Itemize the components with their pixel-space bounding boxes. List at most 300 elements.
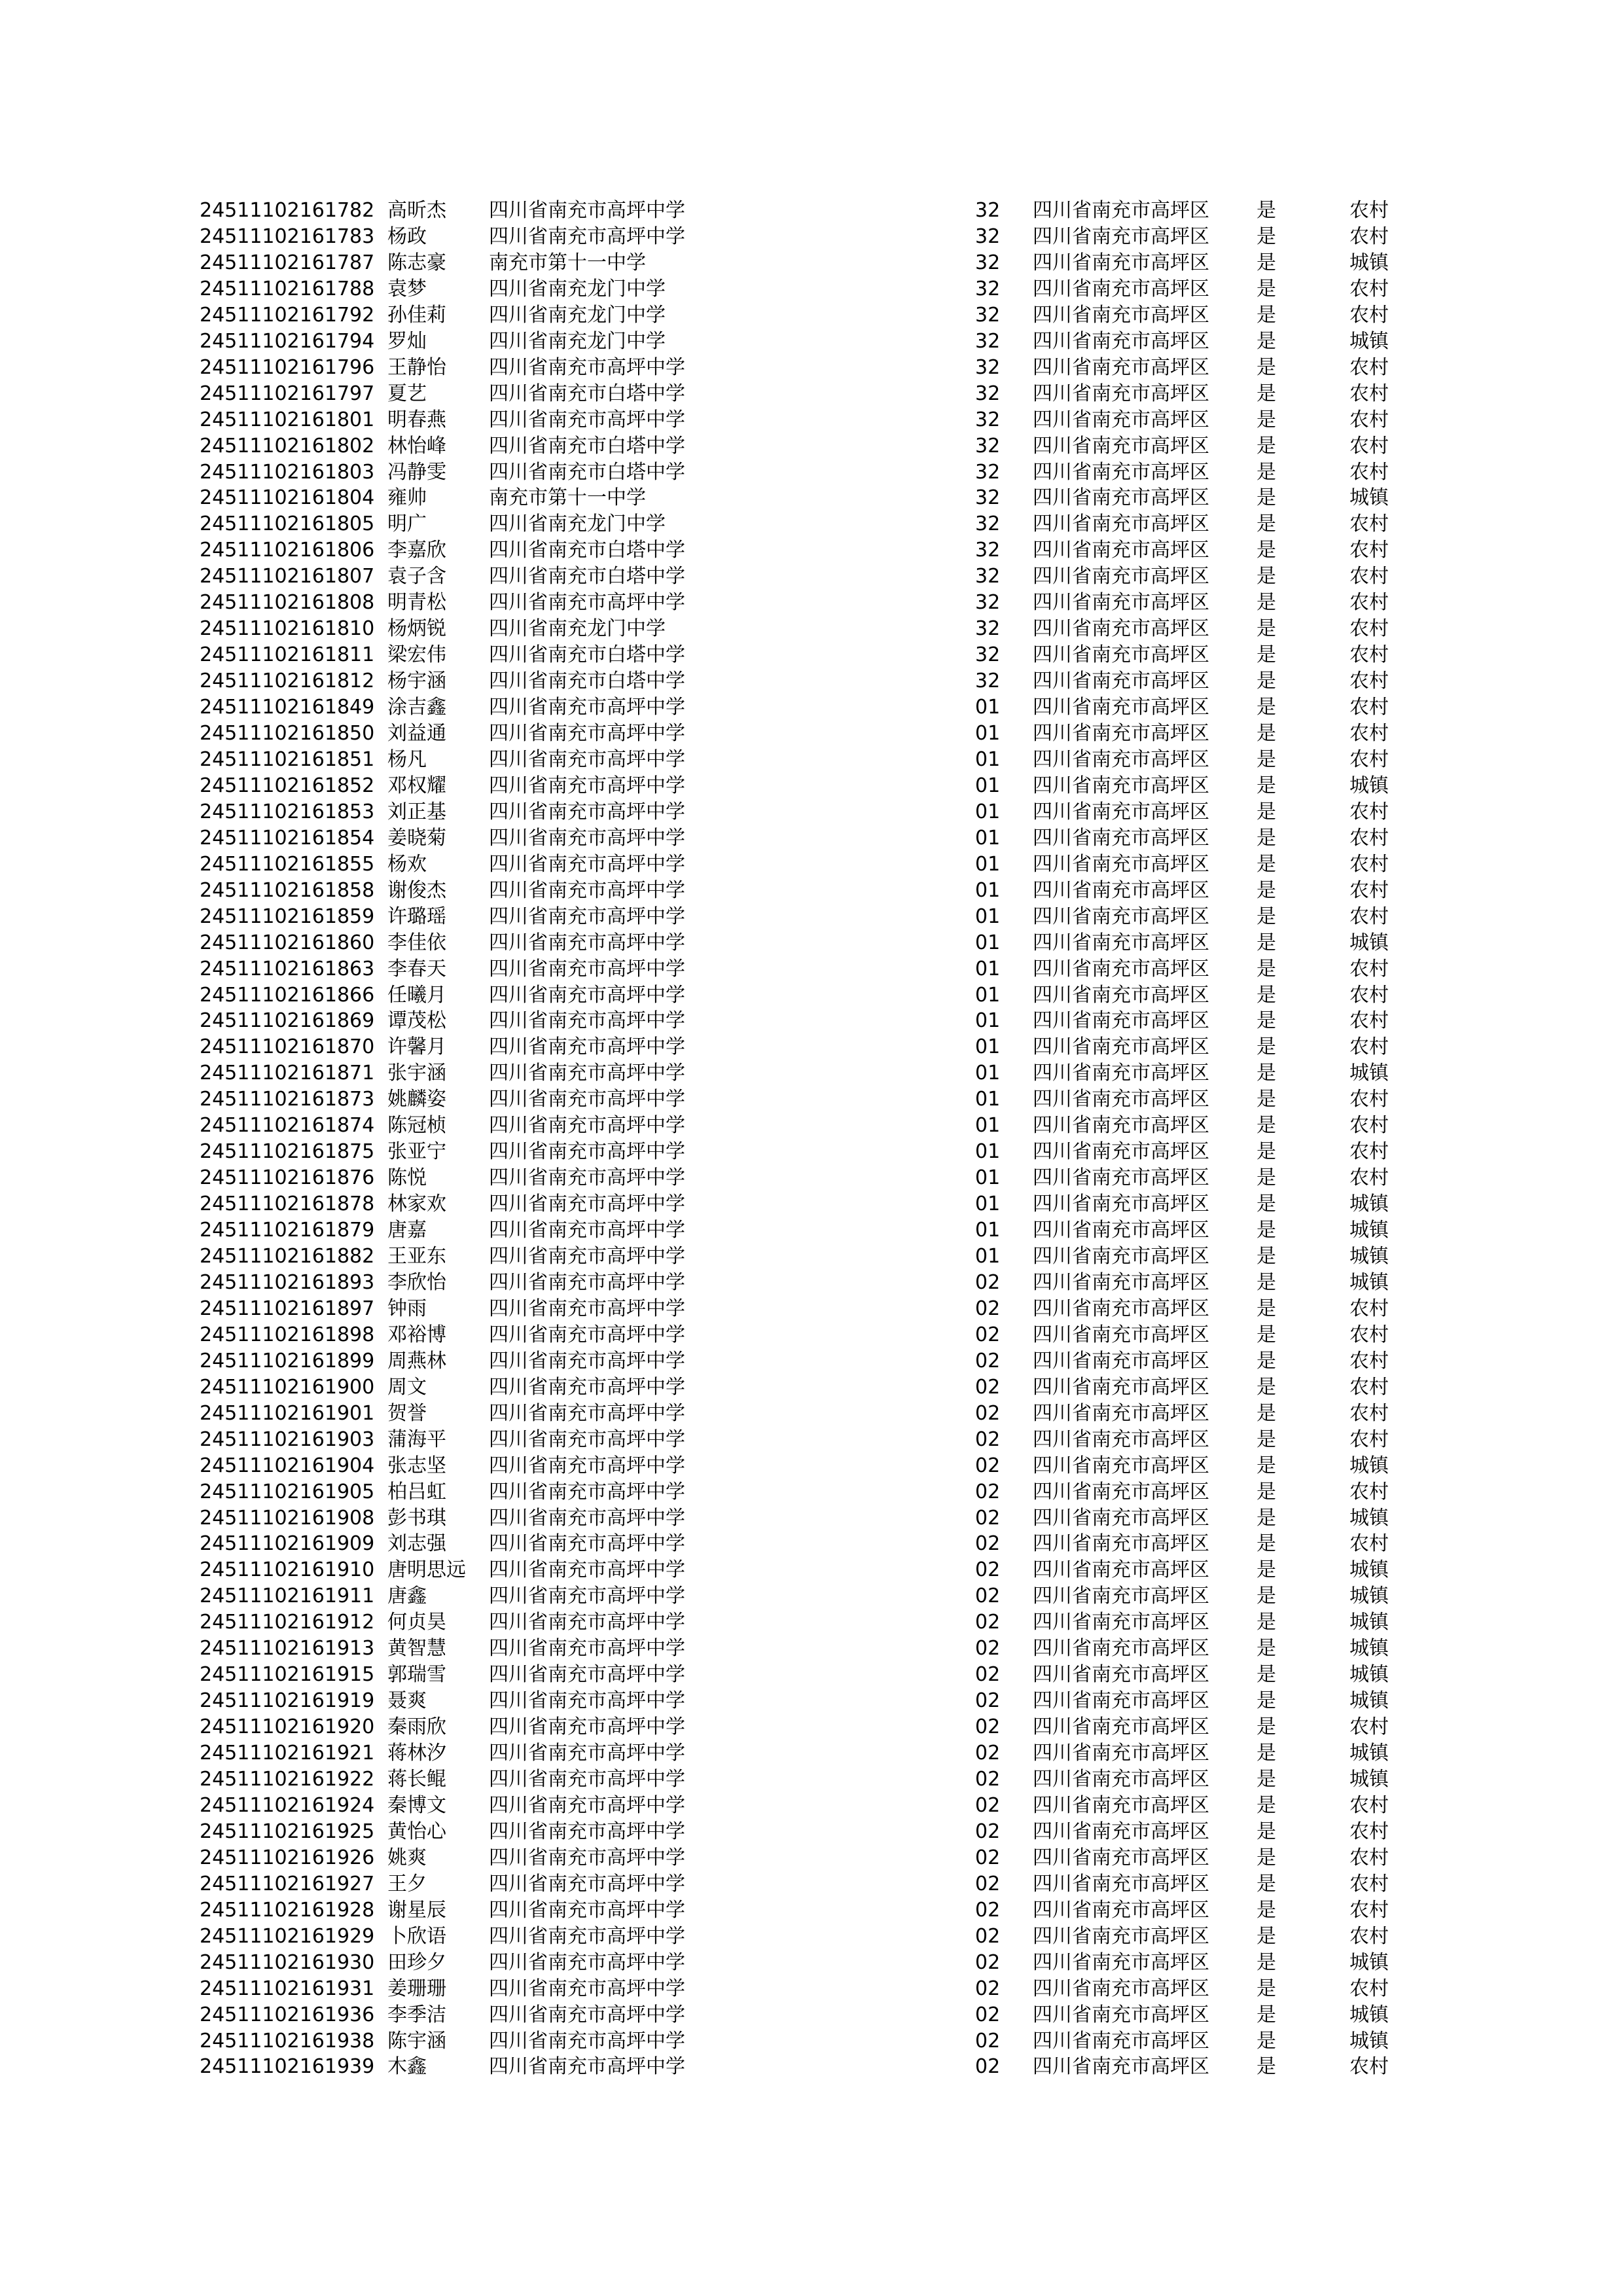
residence-type-cell: 城镇	[1349, 2003, 1389, 2026]
exam-number-cell: 24511102161926	[200, 1846, 375, 1869]
student-name-cell: 陈宇涵	[387, 2029, 446, 2053]
school-cell: 四川省南充市高坪中学	[489, 1663, 685, 1687]
eligibility-flag-cell: 是	[1257, 957, 1276, 980]
school-cell: 四川省南充市高坪中学	[489, 1166, 685, 1190]
exam-number-cell: 24511102161866	[200, 983, 375, 1007]
eligibility-flag-cell: 是	[1257, 1742, 1276, 1765]
exam-number-cell: 24511102161787	[200, 251, 375, 274]
school-cell: 四川省南充市高坪中学	[489, 1820, 685, 1843]
residence-type-cell: 农村	[1349, 826, 1389, 850]
exam-number-cell: 24511102161939	[200, 2055, 375, 2079]
student-name-cell: 秦雨欣	[387, 1715, 446, 1739]
region-cell: 四川省南充市高坪区	[1033, 722, 1209, 745]
residence-type-cell: 城镇	[1349, 774, 1389, 797]
region-cell: 四川省南充市高坪区	[1033, 2029, 1209, 2053]
table-row	[0, 511, 1623, 537]
school-cell: 四川省南充市高坪中学	[489, 1898, 685, 1922]
region-cell: 四川省南充市高坪区	[1033, 434, 1209, 457]
residence-type-cell: 农村	[1349, 1872, 1389, 1895]
exam-number-cell: 24511102161899	[200, 1349, 375, 1372]
exam-number-cell: 24511102161808	[200, 591, 375, 615]
region-cell: 四川省南充市高坪区	[1033, 1558, 1209, 1582]
region-cell: 四川省南充市高坪区	[1033, 1166, 1209, 1190]
table-row	[0, 1034, 1623, 1060]
student-name-cell: 王静怡	[387, 355, 446, 379]
exam-number-cell: 24511102161803	[200, 460, 375, 484]
table-row	[0, 1950, 1623, 1976]
student-name-cell: 杨炳锐	[387, 617, 446, 641]
table-row	[0, 930, 1623, 956]
exam-number-cell: 24511102161936	[200, 2003, 375, 2026]
region-cell: 四川省南充市高坪区	[1033, 1898, 1209, 1922]
category-code-cell: 02	[975, 1846, 1001, 1869]
residence-type-cell: 城镇	[1349, 1742, 1389, 1765]
region-cell: 四川省南充市高坪区	[1033, 1035, 1209, 1059]
category-code-cell: 01	[975, 1088, 1001, 1111]
residence-type-cell: 农村	[1349, 1297, 1389, 1320]
school-cell: 四川省南充市高坪中学	[489, 1062, 685, 1085]
eligibility-flag-cell: 是	[1257, 1768, 1276, 1791]
student-name-cell: 何贞昊	[387, 1611, 446, 1634]
eligibility-flag-cell: 是	[1257, 1872, 1276, 1895]
category-code-cell: 32	[975, 408, 1001, 431]
school-cell: 四川省南充龙门中学	[489, 617, 666, 641]
residence-type-cell: 农村	[1349, 1088, 1389, 1111]
category-code-cell: 32	[975, 199, 1001, 222]
student-name-cell: 李春天	[387, 957, 446, 980]
eligibility-flag-cell: 是	[1257, 565, 1276, 588]
residence-type-cell: 城镇	[1349, 1950, 1389, 1974]
region-cell: 四川省南充市高坪区	[1033, 329, 1209, 353]
eligibility-flag-cell: 是	[1257, 1820, 1276, 1843]
region-cell: 四川省南充市高坪区	[1033, 355, 1209, 379]
table-row	[0, 1819, 1623, 1845]
school-cell: 四川省南充市高坪中学	[489, 224, 685, 248]
eligibility-flag-cell: 是	[1257, 878, 1276, 902]
student-name-cell: 刘正基	[387, 800, 446, 823]
exam-number-cell: 24511102161900	[200, 1375, 375, 1399]
eligibility-flag-cell: 是	[1257, 303, 1276, 327]
table-row	[0, 224, 1623, 250]
student-name-cell: 黄怡心	[387, 1820, 446, 1843]
residence-type-cell: 城镇	[1349, 1062, 1389, 1085]
student-name-cell: 田珍夕	[387, 1950, 446, 1974]
eligibility-flag-cell: 是	[1257, 2003, 1276, 2026]
region-cell: 四川省南充市高坪区	[1033, 512, 1209, 536]
student-name-cell: 雍帅	[387, 486, 427, 510]
table-row	[0, 590, 1623, 616]
student-name-cell: 袁梦	[387, 277, 427, 300]
category-code-cell: 01	[975, 957, 1001, 980]
category-code-cell: 32	[975, 224, 1001, 248]
student-name-cell: 罗灿	[387, 329, 427, 353]
school-cell: 四川省南充龙门中学	[489, 277, 666, 300]
school-cell: 四川省南充市高坪中学	[489, 1950, 685, 1974]
student-name-cell: 周文	[387, 1375, 427, 1399]
region-cell: 四川省南充市高坪区	[1033, 696, 1209, 719]
region-cell: 四川省南充市高坪区	[1033, 1140, 1209, 1164]
table-row	[0, 1924, 1623, 1950]
residence-type-cell: 农村	[1349, 1166, 1389, 1190]
category-code-cell: 01	[975, 1245, 1001, 1268]
residence-type-cell: 城镇	[1349, 931, 1389, 954]
table-row	[0, 537, 1623, 564]
student-name-cell: 杨宇涵	[387, 670, 446, 693]
school-cell: 四川省南充市高坪中学	[489, 1846, 685, 1869]
exam-number-cell: 24511102161852	[200, 774, 375, 797]
eligibility-flag-cell: 是	[1257, 643, 1276, 667]
school-cell: 四川省南充市高坪中学	[489, 957, 685, 980]
student-name-cell: 贺誉	[387, 1401, 427, 1425]
residence-type-cell: 农村	[1349, 1035, 1389, 1059]
student-name-cell: 陈悦	[387, 1166, 427, 1190]
residence-type-cell: 农村	[1349, 800, 1389, 823]
region-cell: 四川省南充市高坪区	[1033, 983, 1209, 1007]
category-code-cell: 02	[975, 1820, 1001, 1843]
eligibility-flag-cell: 是	[1257, 1950, 1276, 1974]
residence-type-cell: 农村	[1349, 617, 1389, 641]
category-code-cell: 01	[975, 1219, 1001, 1242]
category-code-cell: 01	[975, 1193, 1001, 1216]
eligibility-flag-cell: 是	[1257, 1166, 1276, 1190]
region-cell: 四川省南充市高坪区	[1033, 800, 1209, 823]
region-cell: 四川省南充市高坪区	[1033, 774, 1209, 797]
eligibility-flag-cell: 是	[1257, 512, 1276, 536]
exam-number-cell: 24511102161859	[200, 905, 375, 928]
table-row	[0, 747, 1623, 773]
table-row	[0, 1165, 1623, 1191]
student-name-cell: 王亚东	[387, 1245, 446, 1268]
region-cell: 四川省南充市高坪区	[1033, 1506, 1209, 1530]
residence-type-cell: 农村	[1349, 539, 1389, 562]
category-code-cell: 02	[975, 1663, 1001, 1687]
school-cell: 四川省南充市高坪中学	[489, 1375, 685, 1399]
student-name-cell: 柏吕虹	[387, 1480, 446, 1503]
residence-type-cell: 城镇	[1349, 329, 1389, 353]
school-cell: 四川省南充市高坪中学	[489, 905, 685, 928]
category-code-cell: 02	[975, 1715, 1001, 1739]
table-row	[0, 982, 1623, 1009]
school-cell: 四川省南充市高坪中学	[489, 1270, 685, 1294]
eligibility-flag-cell: 是	[1257, 983, 1276, 1007]
region-cell: 四川省南充市高坪区	[1033, 1585, 1209, 1608]
residence-type-cell: 农村	[1349, 565, 1389, 588]
table-row	[0, 1296, 1623, 1322]
table-row	[0, 381, 1623, 407]
category-code-cell: 01	[975, 1114, 1001, 1138]
exam-number-cell: 24511102161925	[200, 1820, 375, 1843]
region-cell: 四川省南充市高坪区	[1033, 277, 1209, 300]
table-row	[0, 1636, 1623, 1662]
category-code-cell: 01	[975, 774, 1001, 797]
category-code-cell: 01	[975, 852, 1001, 876]
school-cell: 四川省南充市高坪中学	[489, 1114, 685, 1138]
residence-type-cell: 农村	[1349, 355, 1389, 379]
table-row	[0, 1427, 1623, 1453]
school-cell: 四川省南充市高坪中学	[489, 1977, 685, 2000]
residence-type-cell: 农村	[1349, 512, 1389, 536]
school-cell: 四川省南充市高坪中学	[489, 1742, 685, 1765]
category-code-cell: 02	[975, 1506, 1001, 1530]
table-row	[0, 1897, 1623, 1924]
exam-number-cell: 24511102161911	[200, 1585, 375, 1608]
student-name-cell: 唐明思远	[387, 1558, 466, 1582]
region-cell: 四川省南充市高坪区	[1033, 460, 1209, 484]
residence-type-cell: 农村	[1349, 957, 1389, 980]
category-code-cell: 02	[975, 2055, 1001, 2079]
table-row	[0, 1270, 1623, 1296]
school-cell: 四川省南充市高坪中学	[489, 1245, 685, 1268]
student-name-cell: 蒲海平	[387, 1427, 446, 1451]
school-cell: 四川省南充市高坪中学	[489, 1427, 685, 1451]
residence-type-cell: 农村	[1349, 277, 1389, 300]
table-row	[0, 1871, 1623, 1897]
region-cell: 四川省南充市高坪区	[1033, 486, 1209, 510]
eligibility-flag-cell: 是	[1257, 1009, 1276, 1033]
region-cell: 四川省南充市高坪区	[1033, 382, 1209, 405]
residence-type-cell: 农村	[1349, 852, 1389, 876]
category-code-cell: 01	[975, 931, 1001, 954]
table-row	[0, 564, 1623, 590]
residence-type-cell: 农村	[1349, 1349, 1389, 1372]
region-cell: 四川省南充市高坪区	[1033, 2003, 1209, 2026]
student-name-cell: 袁子含	[387, 565, 446, 588]
exam-number-cell: 24511102161908	[200, 1506, 375, 1530]
exam-number-cell: 24511102161882	[200, 1245, 375, 1268]
residence-type-cell: 农村	[1349, 1820, 1389, 1843]
eligibility-flag-cell: 是	[1257, 277, 1276, 300]
category-code-cell: 01	[975, 1035, 1001, 1059]
region-cell: 四川省南充市高坪区	[1033, 1924, 1209, 1948]
student-name-cell: 郭瑞雪	[387, 1663, 446, 1687]
residence-type-cell: 农村	[1349, 878, 1389, 902]
student-name-cell: 谢俊杰	[387, 878, 446, 902]
exam-number-cell: 24511102161904	[200, 1454, 375, 1477]
eligibility-flag-cell: 是	[1257, 460, 1276, 484]
region-cell: 四川省南充市高坪区	[1033, 1270, 1209, 1294]
school-cell: 四川省南充市高坪中学	[489, 852, 685, 876]
residence-type-cell: 农村	[1349, 747, 1389, 771]
eligibility-flag-cell: 是	[1257, 696, 1276, 719]
eligibility-flag-cell: 是	[1257, 329, 1276, 353]
exam-number-cell: 24511102161930	[200, 1950, 375, 1974]
table-row	[0, 407, 1623, 433]
residence-type-cell: 农村	[1349, 1009, 1389, 1033]
table-row	[0, 721, 1623, 747]
category-code-cell: 02	[975, 2029, 1001, 2053]
residence-type-cell: 城镇	[1349, 1245, 1389, 1268]
student-name-cell: 姜晓菊	[387, 826, 446, 850]
eligibility-flag-cell: 是	[1257, 1427, 1276, 1451]
exam-number-cell: 24511102161870	[200, 1035, 375, 1059]
category-code-cell: 02	[975, 1270, 1001, 1294]
table-row	[0, 852, 1623, 878]
table-row	[0, 1217, 1623, 1244]
table-row	[0, 1401, 1623, 1427]
student-name-cell: 陈冠桢	[387, 1114, 446, 1138]
eligibility-flag-cell: 是	[1257, 591, 1276, 615]
region-cell: 四川省南充市高坪区	[1033, 826, 1209, 850]
residence-type-cell: 农村	[1349, 1401, 1389, 1425]
student-name-cell: 刘益通	[387, 722, 446, 745]
table-row	[0, 1244, 1623, 1270]
category-code-cell: 02	[975, 1480, 1001, 1503]
residence-type-cell: 农村	[1349, 1323, 1389, 1346]
table-row	[0, 956, 1623, 982]
table-row	[0, 1453, 1623, 1479]
student-name-cell: 唐鑫	[387, 1585, 427, 1608]
exam-number-cell: 24511102161807	[200, 565, 375, 588]
residence-type-cell: 城镇	[1349, 1193, 1389, 1216]
residence-type-cell: 城镇	[1349, 1558, 1389, 1582]
category-code-cell: 32	[975, 643, 1001, 667]
school-cell: 四川省南充市高坪中学	[489, 408, 685, 431]
student-name-cell: 梁宏伟	[387, 643, 446, 667]
eligibility-flag-cell: 是	[1257, 1297, 1276, 1320]
eligibility-flag-cell: 是	[1257, 800, 1276, 823]
category-code-cell: 32	[975, 251, 1001, 274]
eligibility-flag-cell: 是	[1257, 1585, 1276, 1608]
region-cell: 四川省南充市高坪区	[1033, 539, 1209, 562]
student-name-cell: 唐嘉	[387, 1219, 427, 1242]
eligibility-flag-cell: 是	[1257, 1035, 1276, 1059]
school-cell: 四川省南充市白塔中学	[489, 565, 685, 588]
region-cell: 四川省南充市高坪区	[1033, 303, 1209, 327]
region-cell: 四川省南充市高坪区	[1033, 408, 1209, 431]
region-cell: 四川省南充市高坪区	[1033, 1742, 1209, 1765]
eligibility-flag-cell: 是	[1257, 1558, 1276, 1582]
category-code-cell: 01	[975, 722, 1001, 745]
category-code-cell: 01	[975, 826, 1001, 850]
region-cell: 四川省南充市高坪区	[1033, 1427, 1209, 1451]
student-name-cell: 蒋长鲲	[387, 1768, 446, 1791]
eligibility-flag-cell: 是	[1257, 1637, 1276, 1660]
school-cell: 四川省南充市白塔中学	[489, 434, 685, 457]
eligibility-flag-cell: 是	[1257, 539, 1276, 562]
student-name-cell: 高昕杰	[387, 199, 446, 222]
eligibility-flag-cell: 是	[1257, 1375, 1276, 1399]
region-cell: 四川省南充市高坪区	[1033, 643, 1209, 667]
student-name-cell: 谢星辰	[387, 1898, 446, 1922]
residence-type-cell: 城镇	[1349, 486, 1389, 510]
exam-number-cell: 24511102161804	[200, 486, 375, 510]
region-cell: 四川省南充市高坪区	[1033, 1637, 1209, 1660]
student-name-cell: 冯静雯	[387, 460, 446, 484]
eligibility-flag-cell: 是	[1257, 2055, 1276, 2079]
category-code-cell: 01	[975, 1166, 1001, 1190]
school-cell: 四川省南充龙门中学	[489, 303, 666, 327]
table-row	[0, 1348, 1623, 1374]
residence-type-cell: 农村	[1349, 224, 1389, 248]
residence-type-cell: 城镇	[1349, 1585, 1389, 1608]
school-cell: 四川省南充龙门中学	[489, 512, 666, 536]
region-cell: 四川省南充市高坪区	[1033, 1245, 1209, 1268]
student-name-cell: 李嘉欣	[387, 539, 446, 562]
student-name-cell: 陈志豪	[387, 251, 446, 274]
residence-type-cell: 农村	[1349, 1793, 1389, 1817]
student-name-cell: 姚麟姿	[387, 1088, 446, 1111]
category-code-cell: 32	[975, 565, 1001, 588]
eligibility-flag-cell: 是	[1257, 931, 1276, 954]
school-cell: 四川省南充市高坪中学	[489, 1401, 685, 1425]
region-cell: 四川省南充市高坪区	[1033, 617, 1209, 641]
table-row	[0, 1374, 1623, 1401]
category-code-cell: 01	[975, 747, 1001, 771]
region-cell: 四川省南充市高坪区	[1033, 1768, 1209, 1791]
student-name-cell: 明青松	[387, 591, 446, 615]
school-cell: 四川省南充市高坪中学	[489, 1349, 685, 1372]
residence-type-cell: 农村	[1349, 1140, 1389, 1164]
category-code-cell: 02	[975, 1349, 1001, 1372]
eligibility-flag-cell: 是	[1257, 382, 1276, 405]
exam-number-cell: 24511102161903	[200, 1427, 375, 1451]
student-name-cell: 明广	[387, 512, 427, 536]
table-row	[0, 2002, 1623, 2028]
school-cell: 四川省南充市高坪中学	[489, 878, 685, 902]
eligibility-flag-cell: 是	[1257, 1193, 1276, 1216]
eligibility-flag-cell: 是	[1257, 1349, 1276, 1372]
region-cell: 四川省南充市高坪区	[1033, 747, 1209, 771]
residence-type-cell: 农村	[1349, 303, 1389, 327]
exam-number-cell: 24511102161806	[200, 539, 375, 562]
eligibility-flag-cell: 是	[1257, 486, 1276, 510]
eligibility-flag-cell: 是	[1257, 1114, 1276, 1138]
eligibility-flag-cell: 是	[1257, 1062, 1276, 1085]
region-cell: 四川省南充市高坪区	[1033, 852, 1209, 876]
student-name-cell: 姚爽	[387, 1846, 427, 1869]
residence-type-cell: 农村	[1349, 1715, 1389, 1739]
school-cell: 四川省南充市高坪中学	[489, 1140, 685, 1164]
student-name-cell: 李佳依	[387, 931, 446, 954]
exam-number-cell: 24511102161792	[200, 303, 375, 327]
eligibility-flag-cell: 是	[1257, 1611, 1276, 1634]
student-name-cell: 姜珊珊	[387, 1977, 446, 2000]
table-row	[0, 1583, 1623, 1609]
residence-type-cell: 农村	[1349, 1898, 1389, 1922]
student-name-cell: 聂爽	[387, 1689, 427, 1713]
eligibility-flag-cell: 是	[1257, 1793, 1276, 1817]
student-name-cell: 杨凡	[387, 747, 427, 771]
table-row	[0, 302, 1623, 329]
category-code-cell: 02	[975, 1637, 1001, 1660]
student-name-cell: 黄智慧	[387, 1637, 446, 1660]
school-cell: 四川省南充市高坪中学	[489, 591, 685, 615]
table-row	[0, 1662, 1623, 1688]
table-row	[0, 1688, 1623, 1714]
eligibility-flag-cell: 是	[1257, 1898, 1276, 1922]
exam-number-cell: 24511102161869	[200, 1009, 375, 1033]
exam-number-cell: 24511102161873	[200, 1088, 375, 1111]
region-cell: 四川省南充市高坪区	[1033, 1950, 1209, 1974]
category-code-cell: 32	[975, 434, 1001, 457]
region-cell: 四川省南充市高坪区	[1033, 931, 1209, 954]
exam-number-cell: 24511102161855	[200, 852, 375, 876]
school-cell: 四川省南充市白塔中学	[489, 539, 685, 562]
school-cell: 四川省南充市白塔中学	[489, 643, 685, 667]
school-cell: 四川省南充市白塔中学	[489, 670, 685, 693]
residence-type-cell: 农村	[1349, 1924, 1389, 1948]
student-name-cell: 卜欣语	[387, 1924, 446, 1948]
table-row	[0, 2028, 1623, 2054]
table-row	[0, 773, 1623, 799]
category-code-cell: 02	[975, 1872, 1001, 1895]
student-name-cell: 蒋林汐	[387, 1742, 446, 1765]
table-row	[0, 1139, 1623, 1165]
table-row	[0, 1609, 1623, 1636]
table-row	[0, 1113, 1623, 1139]
school-cell: 四川省南充市高坪中学	[489, 696, 685, 719]
exam-number-cell: 24511102161915	[200, 1663, 375, 1687]
